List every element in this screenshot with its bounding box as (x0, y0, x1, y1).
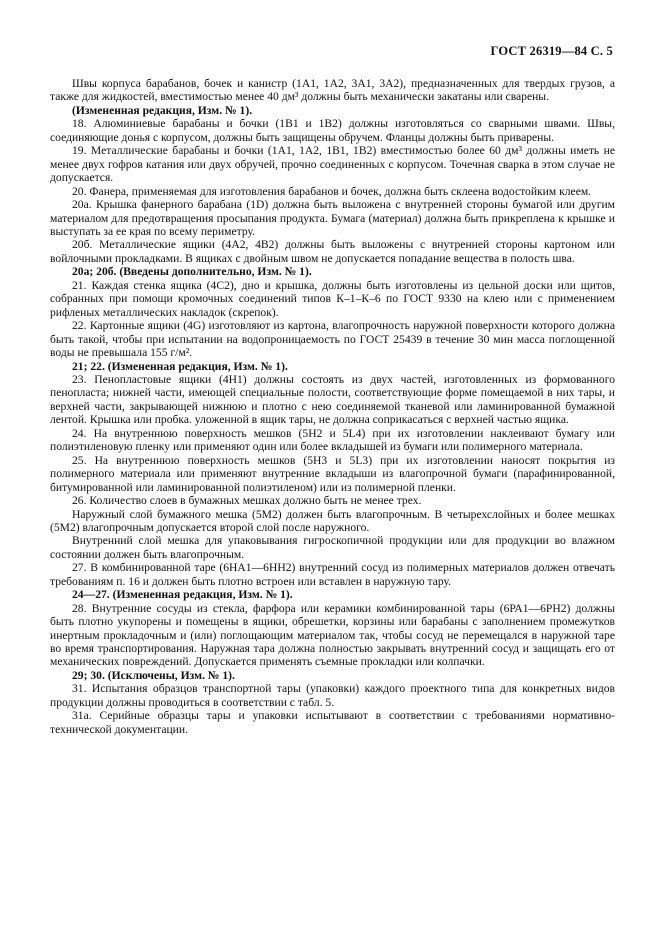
paragraph-p-26-b: Внутренний слой мешка для упаковывания гигроскопичной продукции или для продукции во влажном состоянии должен быть влагопрочным. (50, 534, 615, 561)
paragraph-p-31a: 31а. Серийные образцы тары и упаковки испытывают в соответствии с требованиями нормативно-технической документации. (50, 709, 615, 736)
page-header (50, 44, 615, 59)
paragraph-p-26-a: Наружный слой бумажного мешка (5М2) должен быть влагопрочным. В четырехслойных и более мешках (5М2) влагопрочным допускается второй слой после наружного. (50, 507, 615, 534)
paragraph-p-20-add: 20а; 20б. (Введены дополнительно, Изм. № 1). (72, 265, 312, 279)
paragraph-p-20: 20. Фанера, применяемая для изготовления барабанов и бочек, должна быть склеена водостойким клеем. (72, 184, 592, 198)
paragraph-p-26: 26. Количество слоев в бумажных мешках должно быть не менее трех. (72, 494, 422, 508)
page-number: С. 5 (590, 44, 613, 58)
paragraph-p-19: 19. Металлические барабаны и бочки (1А1, 1А2, 1В1, 1В2) вместимостью более 60 дм³ должны иметь не менее двух гофров катания или двух обручей, прочно соединенных с корпусом. Точечная сварка в этом случае не допускается. (50, 144, 615, 185)
paragraph-p-24-27-red: 24—27. (Измененная редакция, Изм. № 1). (72, 588, 293, 602)
paragraph-p-31: 31. Испытания образцов транспортной тары (упаковки) каждого проектного типа для конкретных видов продукции должны проводиться в соответствии с табл. 5. (50, 682, 615, 709)
paragraph-p-21: 21. Каждая стенка ящика (4С2), дно и крышка, должны быть изготовлены из цельной доски или щитов, собранных при помощи кромочных соединений типов К–1–К–6 по ГОСТ 9330 на клею или с применением рифленых металлических накладок (скрепок). (50, 278, 615, 319)
paragraph-p-21-22-red: 21; 22. (Измененная редакция, Изм. № 1). (72, 359, 288, 373)
paragraph-p-23: 23. Пенопластовые ящики (4Н1) должны состоять из двух частей, изготовленных из формованного пенопласта; нижней части, имеющей специальные полости, соответствующие форме помещаемой в них тары, и верхней части, закрывающей нижнюю и плотно с нею соединяемой тканевой или ламинированной бумажной лентой. Крышка или пробка. уложенной в ящик тары, не должна соприкасаться с верхней частью ящика. (50, 372, 615, 427)
paragraph-p-izm-red-1: (Измененная редакция, Изм. № 1). (72, 103, 253, 117)
paragraph-p-25: 25. На внутреннюю поверхность мешков (5Н3 и 5L3) при их изготовлении наносят покрытия из полимерного материала или применяют внутренние вкладыши из влагопрочной бумаги (парафинированной, битумированной или ламинированной полиэтиленом) или из полимерной пленки. (50, 453, 615, 494)
paragraph-p-22: 22. Картонные ящики (4G) изготовляют из картона, влагопрочность наружной поверхности которого должна быть такой, чтобы при испытании на водопроницаемость по ГОСТ 25439 в течение 30 мин масса поглощенной воды не превышала 155 г/м². (50, 319, 615, 360)
document-body (50, 77, 615, 736)
paragraph-p-20a: 20а. Крышка фанерного барабана (1D) должна быть выложена с внутренней стороны бумагой или другим материалом для предотвращения просыпания продукта. Бумага (материал) должна быть прикреплена к крышке и выступать за ее края по всему периметру. (50, 198, 615, 238)
paragraph-p-20b: 20б. Металлические ящики (4А2, 4В2) должны быть выложены с внутренней стороны картоном или войлочными прокладками. В ящиках с двойным швом не допускается попадание вещества в полость шва. (50, 238, 615, 265)
paragraph-p-27: 27. В комбинированной таре (6НА1—6НН2) внутренний сосуд из полимерных материалов должен отвечать требованиям п. 16 и должен быть плотно встроен или вставлен в наружную тару. (50, 561, 615, 588)
paragraph-p-29-30-excl: 29; 30. (Исключены, Изм. № 1). (72, 668, 235, 682)
standard-number: ГОСТ 26319—84 (490, 44, 588, 58)
paragraph-p-shvy: Швы корпуса барабанов, бочек и канистр (1А1, 1А2, 3А1, 3А2), предназначенных для твердых грузов, а также для жидкостей, вместимостью менее 40 дм³ должны быть механически закатаны или сварены. (50, 77, 615, 104)
paragraph-p-24: 24. На внутреннюю поверхность мешков (5Н2 и 5L4) при их изготовлении наклеивают бумагу или полиэтиленовую пленку или применяют один или более вкладышей из бумаги или полимерного материала. (50, 426, 615, 454)
paragraph-p-18: 18. Алюминиевые барабаны и бочки (1В1 и 1В2) должны изготовляться со сварными швами. Швы, соединяющие донья с корпусом, должны быть защищены обручем. Фланцы должны быть приварены. (50, 117, 615, 144)
paragraph-p-28: 28. Внутренние сосуды из стекла, фарфора или керамики комбинированной тары (6РА1—6РН2) должны быть плотно укупорены и помещены в ящики, обрешетки, корзины или барабаны с заполнением промежутков инертным прокладочным и (или) поглощающим материалом так, чтобы сосуд не перемещался в наружной таре во время транспортирования. Наружная тара должна полностью закрывать внутренний сосуд и защищать его от механических повреждений. Допускается применять съемные прокладки или колпачки. (50, 601, 615, 669)
